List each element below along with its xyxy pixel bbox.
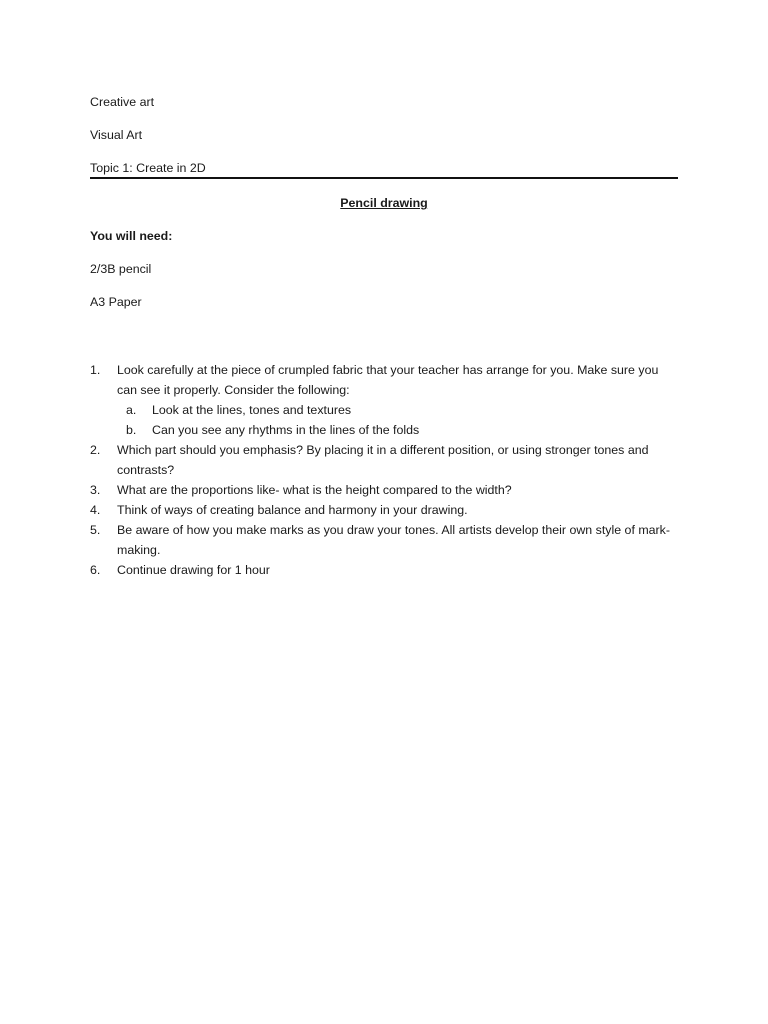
step-text: Continue drawing for 1 hour (117, 563, 270, 577)
instruction-step (90, 500, 678, 520)
step-number: 4. (90, 503, 101, 517)
document-title: Pencil drawing (340, 196, 428, 210)
instruction-step (90, 360, 678, 400)
substep-letter: a. (126, 403, 137, 417)
instruction-substep (90, 400, 678, 420)
header-divider (90, 177, 678, 179)
material-item: A3 Paper (90, 295, 142, 309)
step-text: Which part should you emphasis? By placing it in a different position, or using stronger tones and contrasts? (117, 443, 649, 477)
step-number: 1. (90, 363, 101, 377)
step-text: What are the proportions like- what is the height compared to the width? (117, 483, 512, 497)
material-item: 2/3B pencil (90, 262, 152, 276)
step-number: 2. (90, 443, 101, 457)
instruction-step (90, 560, 678, 580)
step-number: 5. (90, 523, 101, 537)
step-text: Think of ways of creating balance and harmony in your drawing. (117, 503, 468, 517)
substep-text: Look at the lines, tones and textures (152, 403, 352, 417)
step-text: Look carefully at the piece of crumpled fabric that your teacher has arrange for you. Make sure you can see it properly. Consider the following: (117, 363, 659, 397)
instruction-step (90, 520, 678, 560)
step-text: Be aware of how you make marks as you draw your tones. All artists develop their own style of mark-making. (117, 523, 670, 557)
instruction-step (90, 480, 678, 500)
discipline-line: Visual Art (90, 128, 143, 142)
instruction-substep (90, 420, 678, 440)
substep-letter: b. (126, 423, 137, 437)
substep-text: Can you see any rhythms in the lines of the folds (152, 423, 420, 437)
subject-line: Creative art (90, 95, 155, 109)
step-number: 3. (90, 483, 101, 497)
step-number: 6. (90, 563, 101, 577)
instruction-step (90, 440, 678, 480)
instruction-list (90, 360, 678, 580)
materials-heading: You will need: (90, 229, 173, 243)
topic-line: Topic 1: Create in 2D (90, 161, 206, 175)
